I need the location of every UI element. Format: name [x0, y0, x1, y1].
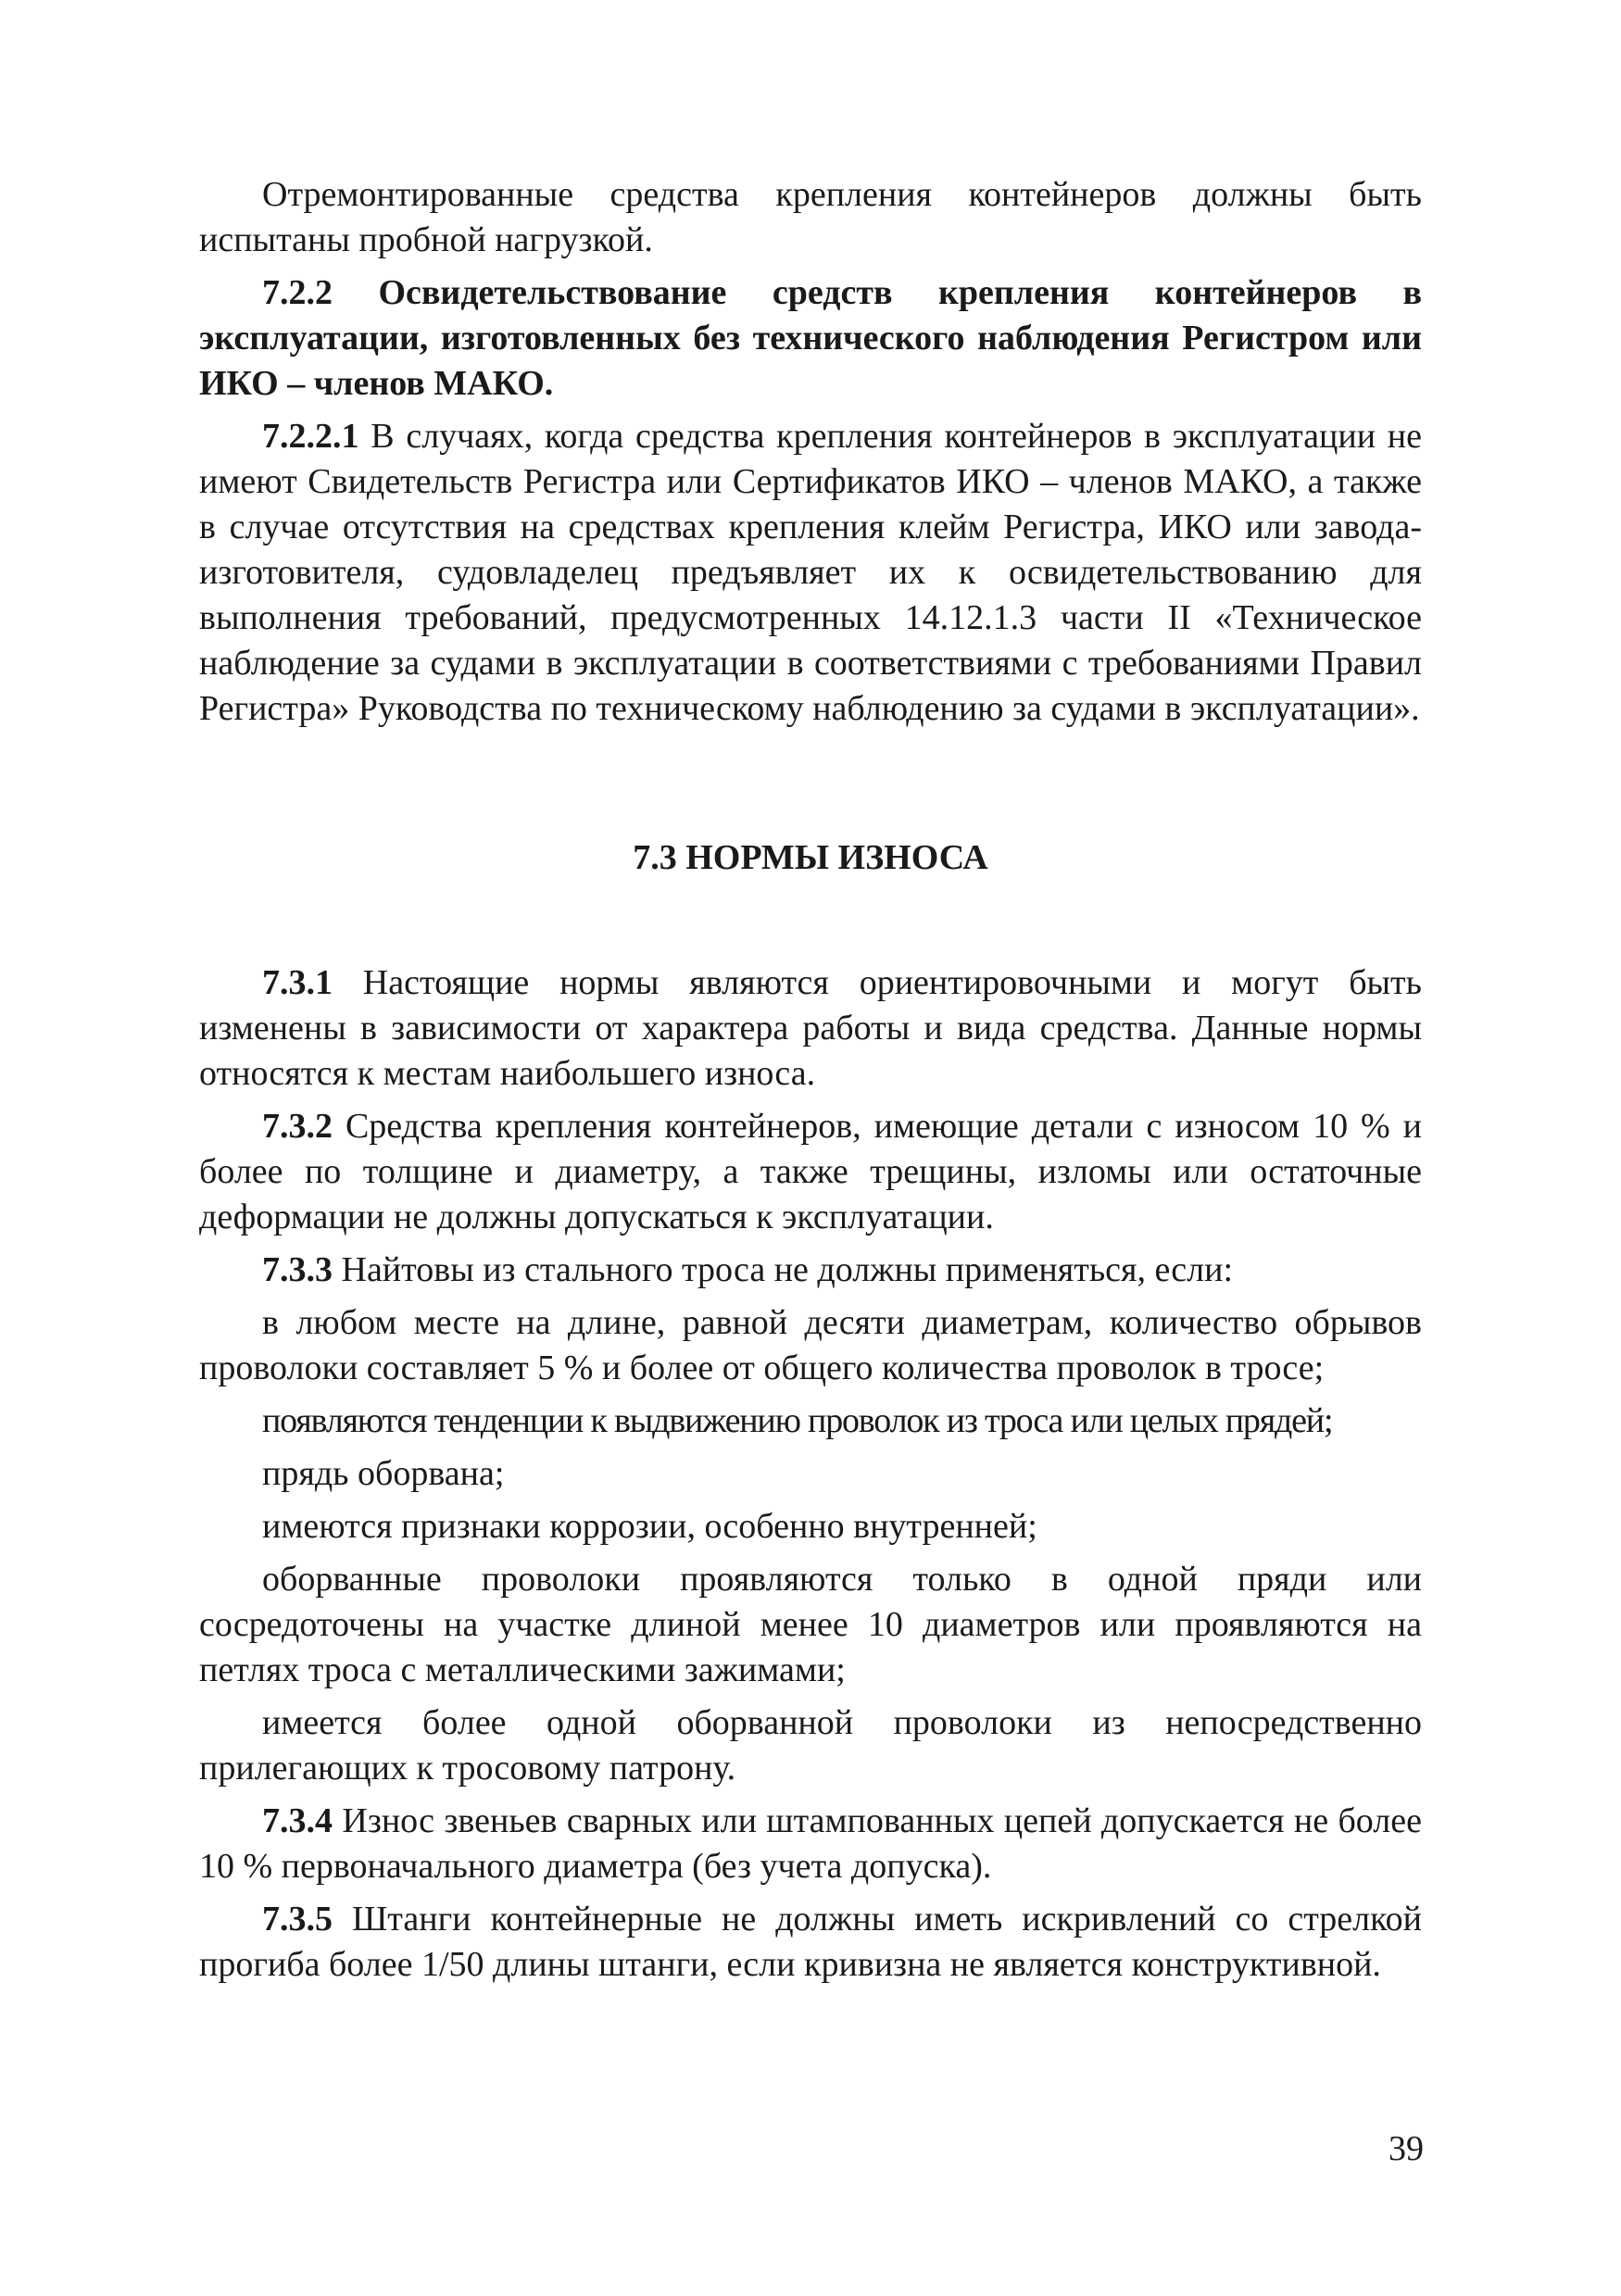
subsection-heading-7-2-2: [199, 270, 1422, 407]
clause-number: 7.3.3: [262, 1250, 333, 1289]
paragraph-repaired-means: [199, 172, 1422, 263]
bottom-section: [199, 960, 1422, 1995]
list-item: имеются признаки коррозии, особенно внутренней;: [262, 1507, 1037, 1546]
clause-number: 7.3.4: [262, 1801, 333, 1840]
list-item: появляются тенденции к выдвижению проволок из троса или целых прядей;: [262, 1401, 1333, 1440]
clause-number: 7.2.2.1: [262, 417, 359, 456]
list-item: прядь оборвана;: [262, 1454, 505, 1493]
clause-text: Средства крепления контейнеров, имеющие детали с износом 10 % и более по толщине и диаметру, а также трещины, изломы или остаточные деформации не должны допускаться к эксплуатации.: [199, 1107, 1422, 1236]
paragraph-7-3-4: [199, 1799, 1422, 1889]
clause-number: 7.3.1: [262, 963, 333, 1002]
list-item: имеется более одной оборванной проволоки из непосредственно прилегающих к тросовому патрону.: [199, 1703, 1422, 1788]
clause-number: 7.3.5: [262, 1900, 333, 1938]
clause-text: Штанги контейнерные не должны иметь искривлений со стрелкой прогиба более 1/50 длины штанги, если кривизна не является конструктивной.: [199, 1900, 1422, 1984]
top-section: [199, 172, 1422, 739]
section-heading: 7.3 НОРМЫ ИЗНОСА: [633, 838, 988, 877]
paragraph-7-2-2-1: [199, 414, 1422, 732]
paragraph-text: Отремонтированные средства крепления контейнеров должны быть испытаны пробной нагрузкой.: [199, 175, 1422, 259]
clause-text: В случаях, когда средства крепления контейнеров в эксплуатации не имеют Свидетельств Регистра или Сертификатов ИКО – членов МАКО, а также в случае отсутствия на средствах крепления клейм Регистра, ИКО или завода-изготовителя, судовладелец предъявляет их к освидетельствованию для выполнения требований, предусмотренных 14.12.1.3 части II «Техническое наблюдение за судами в эксплуатации в соответствиями с требованиями Правил Регистра» Руководства по техническому наблюдению за судами в эксплуатации».: [199, 417, 1422, 728]
paragraph-7-3-3: [199, 1248, 1422, 1293]
clause-text: Настоящие нормы являются ориентировочными и могут быть изменены в зависимости от характера работы и вида средства. Данные нормы относятся к местам наибольшего износа.: [199, 963, 1422, 1093]
paragraph-7-3-1: [199, 960, 1422, 1097]
paragraph-7-3-5: [199, 1897, 1422, 1988]
clause-text: Износ звеньев сварных или штампованных цепей допускается не более 10 % первоначального диаметра (без учета допуска).: [199, 1801, 1422, 1886]
page-number: 39: [1389, 2129, 1424, 2168]
clause-number: 7.3.2: [262, 1107, 333, 1146]
list-item: в любом месте на длине, равной десяти диаметрам, количество обрывов проволоки составляет 5 % и более от общего количества проволок в тросе;: [199, 1303, 1422, 1387]
clause-text: Найтовы из стального троса не должны применяться, если:: [333, 1250, 1234, 1289]
subsection-heading-text: 7.2.2 Освидетельствование средств крепления контейнеров в эксплуатации, изготовленных без технического наблюдения Регистром или ИКО – членов МАКО.: [199, 273, 1422, 403]
paragraph-7-3-2: [199, 1104, 1422, 1240]
list-item: оборванные проволоки проявляются только в одной пряди или сосредоточены на участке длиной менее 10 диаметров или проявляются на петлях троса с металлическими зажимами;: [199, 1560, 1422, 1689]
